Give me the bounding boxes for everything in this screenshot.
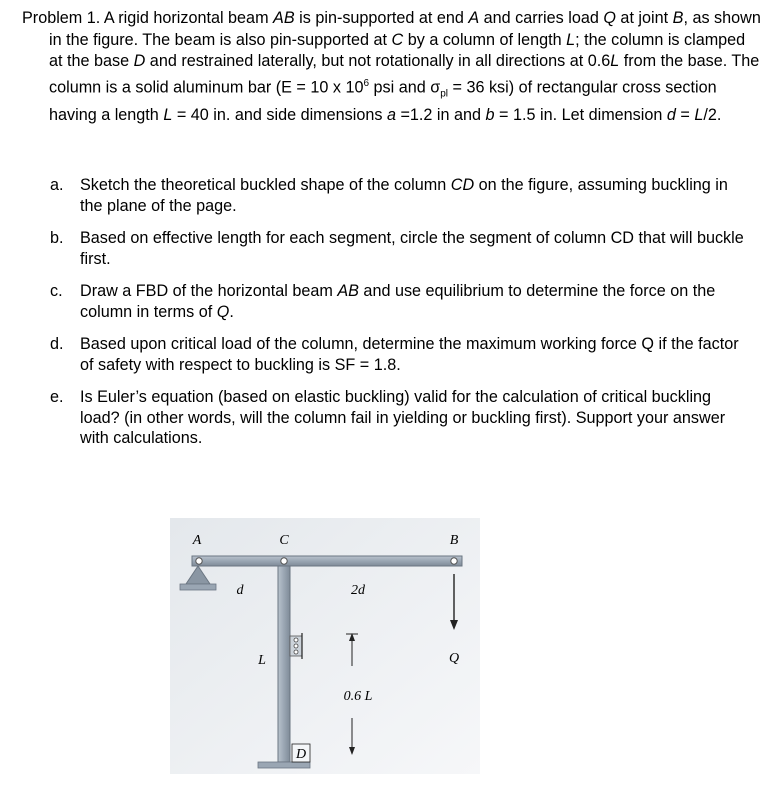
question-marker: c. [50,282,63,300]
text-run: ; the column is clamped at the base [49,30,746,71]
var-A: A [468,9,480,27]
label-b: B [449,533,459,548]
exponent: 6 [363,77,370,89]
text-run: = 40 in. and side dimensions [172,106,387,124]
text-run: =1.2 in and [395,106,486,124]
text-run: from the base. The column is a solid aluminum bar (E = 10 x 10 [49,52,760,97]
var-d: d [666,106,676,124]
question-c [50,281,750,322]
label-2d-dimension: 2d [351,583,365,598]
question-marker: a. [50,176,64,194]
text-run: A rigid horizontal beam [100,9,274,27]
beam-ab [192,556,462,566]
label-a: A [192,533,202,548]
var-B: B [672,9,684,27]
var-C: C [391,30,404,49]
column-cd [278,566,290,762]
problem-paragraph [22,8,762,127]
var-L: L [694,106,704,124]
text-run: Draw a FBD of the horizontal beam [80,282,338,300]
label-0.6L: 0.6 L [343,689,373,704]
problem-label: Problem 1. [22,9,101,27]
question-a [50,175,750,216]
var-AB: AB [337,282,359,300]
var-CD: CD [450,176,475,194]
beam-column-figure [170,518,480,774]
text-run: = 36 ksi) of rectangular cross section having a length [49,78,717,124]
var-L: L [566,30,576,49]
text-run: and use equilibrium to determine the force on the column in terms of [80,282,716,321]
label-d-base: D [295,747,307,762]
text-run: and carries load [479,9,604,27]
var-L: L [610,52,620,71]
question-e [50,387,750,449]
text-run: psi and σ [369,78,441,97]
pin-c-icon [281,558,287,564]
var-D: D [133,52,146,71]
label-d-dimension: d [236,583,244,598]
lateral-restraint-brace [290,633,302,659]
pin-b-icon [451,558,457,564]
question-marker: e. [50,388,64,406]
question-d [50,334,750,375]
label-q-load: Q [448,651,460,666]
question-marker: d. [50,335,64,353]
var-Q: Q [603,9,616,27]
text-run: at joint [615,9,673,27]
text-run: on the figure, assuming buckling in the plane of the page. [80,176,728,215]
text-run: /2. [703,106,722,124]
fixed-base-d [258,762,310,768]
text-run: . [229,302,234,321]
question-list [50,175,750,461]
var-AB: AB [273,9,295,27]
text-run: = [675,106,695,124]
text-run: , as shown in the figure. The beam is also pin-supported at [49,9,761,49]
problem-statement [22,8,762,127]
question-b [50,228,750,269]
pin-a-icon [196,558,202,564]
question-marker: b. [50,229,64,247]
label-l-length: L [258,653,266,668]
var-b: b [485,106,495,124]
text-run: and restrained laterally, but not rotationally in all directions at 0.6 [145,52,611,71]
var-a: a [386,106,396,124]
text-run: = 1.5 in. Let dimension [494,106,667,124]
subscript-pl: pl [440,88,449,100]
var-L: L [163,106,173,124]
text-run: is pin-supported at end [294,9,469,27]
var-Q: Q [216,302,230,321]
label-c: C [279,533,289,548]
text-run: by a column of length [403,30,567,49]
text-run: Based upon critical load of the column, determine the maximum working force Q if the factor of safety with respect to buckling is SF = 1.8. [80,335,739,374]
text-run: Based on effective length for each segment, circle the segment of column CD that will buckle first. [80,229,744,268]
text-run: Is Euler’s equation (based on elastic buckling) valid for the calculation of critical buckling load? (in other words, will the column fail in yielding or buckling first). Support your answer with calculations. [80,388,726,447]
text-run: Sketch the theoretical buckled shape of the column [80,176,451,194]
